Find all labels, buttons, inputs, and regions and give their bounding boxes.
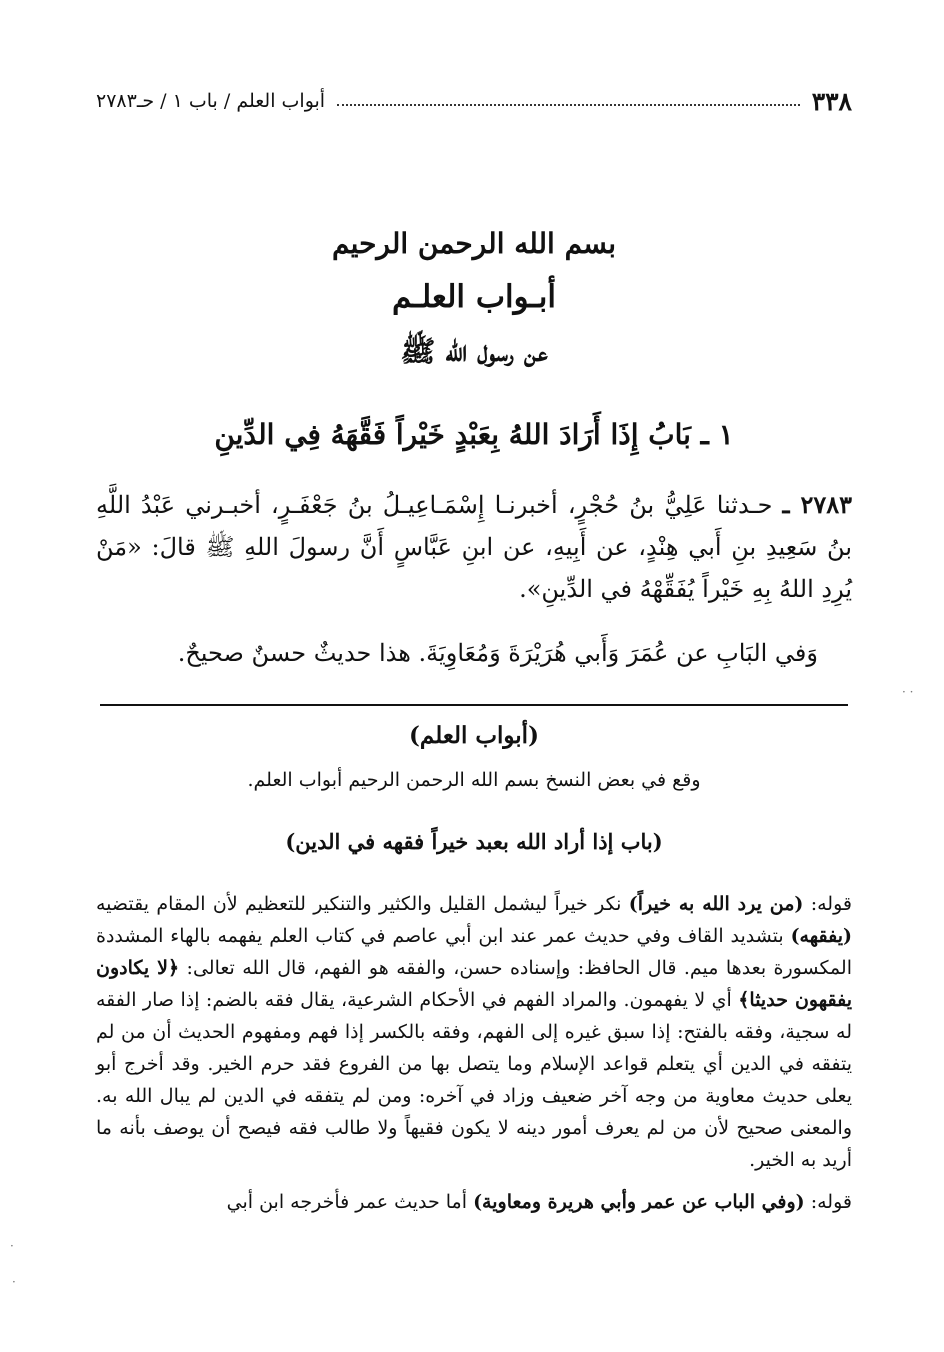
commentary-quote: (من يرد الله به خيراً) xyxy=(628,893,804,915)
hadith-text-block xyxy=(96,484,852,610)
margin-speck: · xyxy=(12,1275,16,1289)
commentary-heading-books: (أبواب العلم) xyxy=(409,722,539,749)
quran-quote: ﴿لا يكادون يفقهون حديثا﴾ xyxy=(96,957,852,1011)
commentary-quote: (يفقهه) xyxy=(790,925,852,947)
commentary-text: أي لا يفهمون. والمراد الفهم في الأحكام الشرعية، يقال فقه بالضم: إذا صار الفقه له سجية، وفقه بالفتح: إذا سبق غيره إلى الفهم، وفقه بالكسر إذا فهم ومفهوم الحديث أن من لم يتفقه في الدين أي يتعلم قواعد الإسلام وما يتصل بها من الفروع فقد حرم الخير. وقد أخرج أبو يعلى حديث معاوية من وجه آخر ضعيف وزاد في آخره: ومن لم يتفقه في الدين لم يبال الله به. والمعنى صحيح لأن من لم يعرف أمور دينه لا يكون فقيهاً ولا طالب فقه فيصح أن يوصف بأنه ما أريد به الخير. xyxy=(96,989,852,1171)
commentary-text: نكر خيراً ليشمل القليل والكثير والتنكير للتعظيم لأن المقام يقتضيه xyxy=(96,893,629,915)
commentary-heading-chapter: (باب إذا أراد الله بعبد خيراً فقهه في الدين) xyxy=(285,829,663,854)
hadith-number: ٢٧٨٣ ـ xyxy=(782,490,852,519)
page-number: ٣٣٨ xyxy=(811,86,852,116)
commentary-quote: (وفي الباب عن عمر وأبي هريرة ومعاوية) xyxy=(473,1191,805,1213)
hadith-bab-note: وَفي البَابِ عن عُمَرَ وَأَبي هُرَيْرَةَ وَمُعَاوِيَةَ. هذا حديثٌ حسنٌ صحيحٌ. xyxy=(177,639,818,667)
header-leader-dots xyxy=(337,104,800,106)
chapter-title: ١ ـ بَابُ إِذَا أَرَادَ اللهُ بِعَبْدٍ خَيْراً فَقَّهَهُ فِي الدِّينِ xyxy=(214,418,734,451)
hadith-text: حـدثنا عَلِيُّ بنُ حُجْرٍ، أخبرنـا إِسْمَـاعِيـلُ بنُ جَعْفَـرٍ، أخبـرني عَبْدُ اللَّهِ بنُ سَعِيدِ بنِ أَبي هِنْدٍ، عن أَبِيهِ، عن ابنِ عَبَّاسٍ أَنَّ رسولَ اللهِ ﷺ قالَ: «مَنْ يُرِدِ اللهُ بِهِ خَيْراً يُفَقِّهْهُ في الدِّينِ». xyxy=(96,491,852,603)
title-block xyxy=(96,218,852,378)
commentary-paragraph xyxy=(96,888,852,1176)
running-header-title: أبواب العلم / باب ١ / حـ٢٧٨٣ xyxy=(96,90,326,112)
book-subtitle: عن رسول الله ﷺ xyxy=(400,334,548,368)
commentary-body xyxy=(96,888,852,1218)
commentary-note: وقع في بعض النسخ بسم الله الرحمن الرحيم أبواب العلم. xyxy=(247,769,701,791)
basmala: بسم الله الرحمن الرحيم xyxy=(332,227,616,260)
commentary-text: أما حديث عمر فأخرجه ابن أبي xyxy=(226,1191,474,1213)
margin-speck: · xyxy=(10,1239,14,1253)
running-header xyxy=(96,84,852,118)
commentary-prefix: قوله: xyxy=(803,893,852,915)
margin-speck: · · xyxy=(902,685,914,699)
commentary-prefix: قوله: xyxy=(804,1191,852,1213)
commentary-paragraph xyxy=(96,1186,852,1218)
commentary-text: بتشديد القاف وفي حديث عمر عند ابن أبي عاصم في كتاب العلم يفهمه بالهاء المشددة المكسورة بعدها ميم. قال الحافظ: وإسناده حسن، والفقه هو الفهم، قال الله تعالى: xyxy=(96,925,852,979)
section-divider xyxy=(100,704,848,706)
book-title: أبـواب العلـم xyxy=(392,279,556,315)
